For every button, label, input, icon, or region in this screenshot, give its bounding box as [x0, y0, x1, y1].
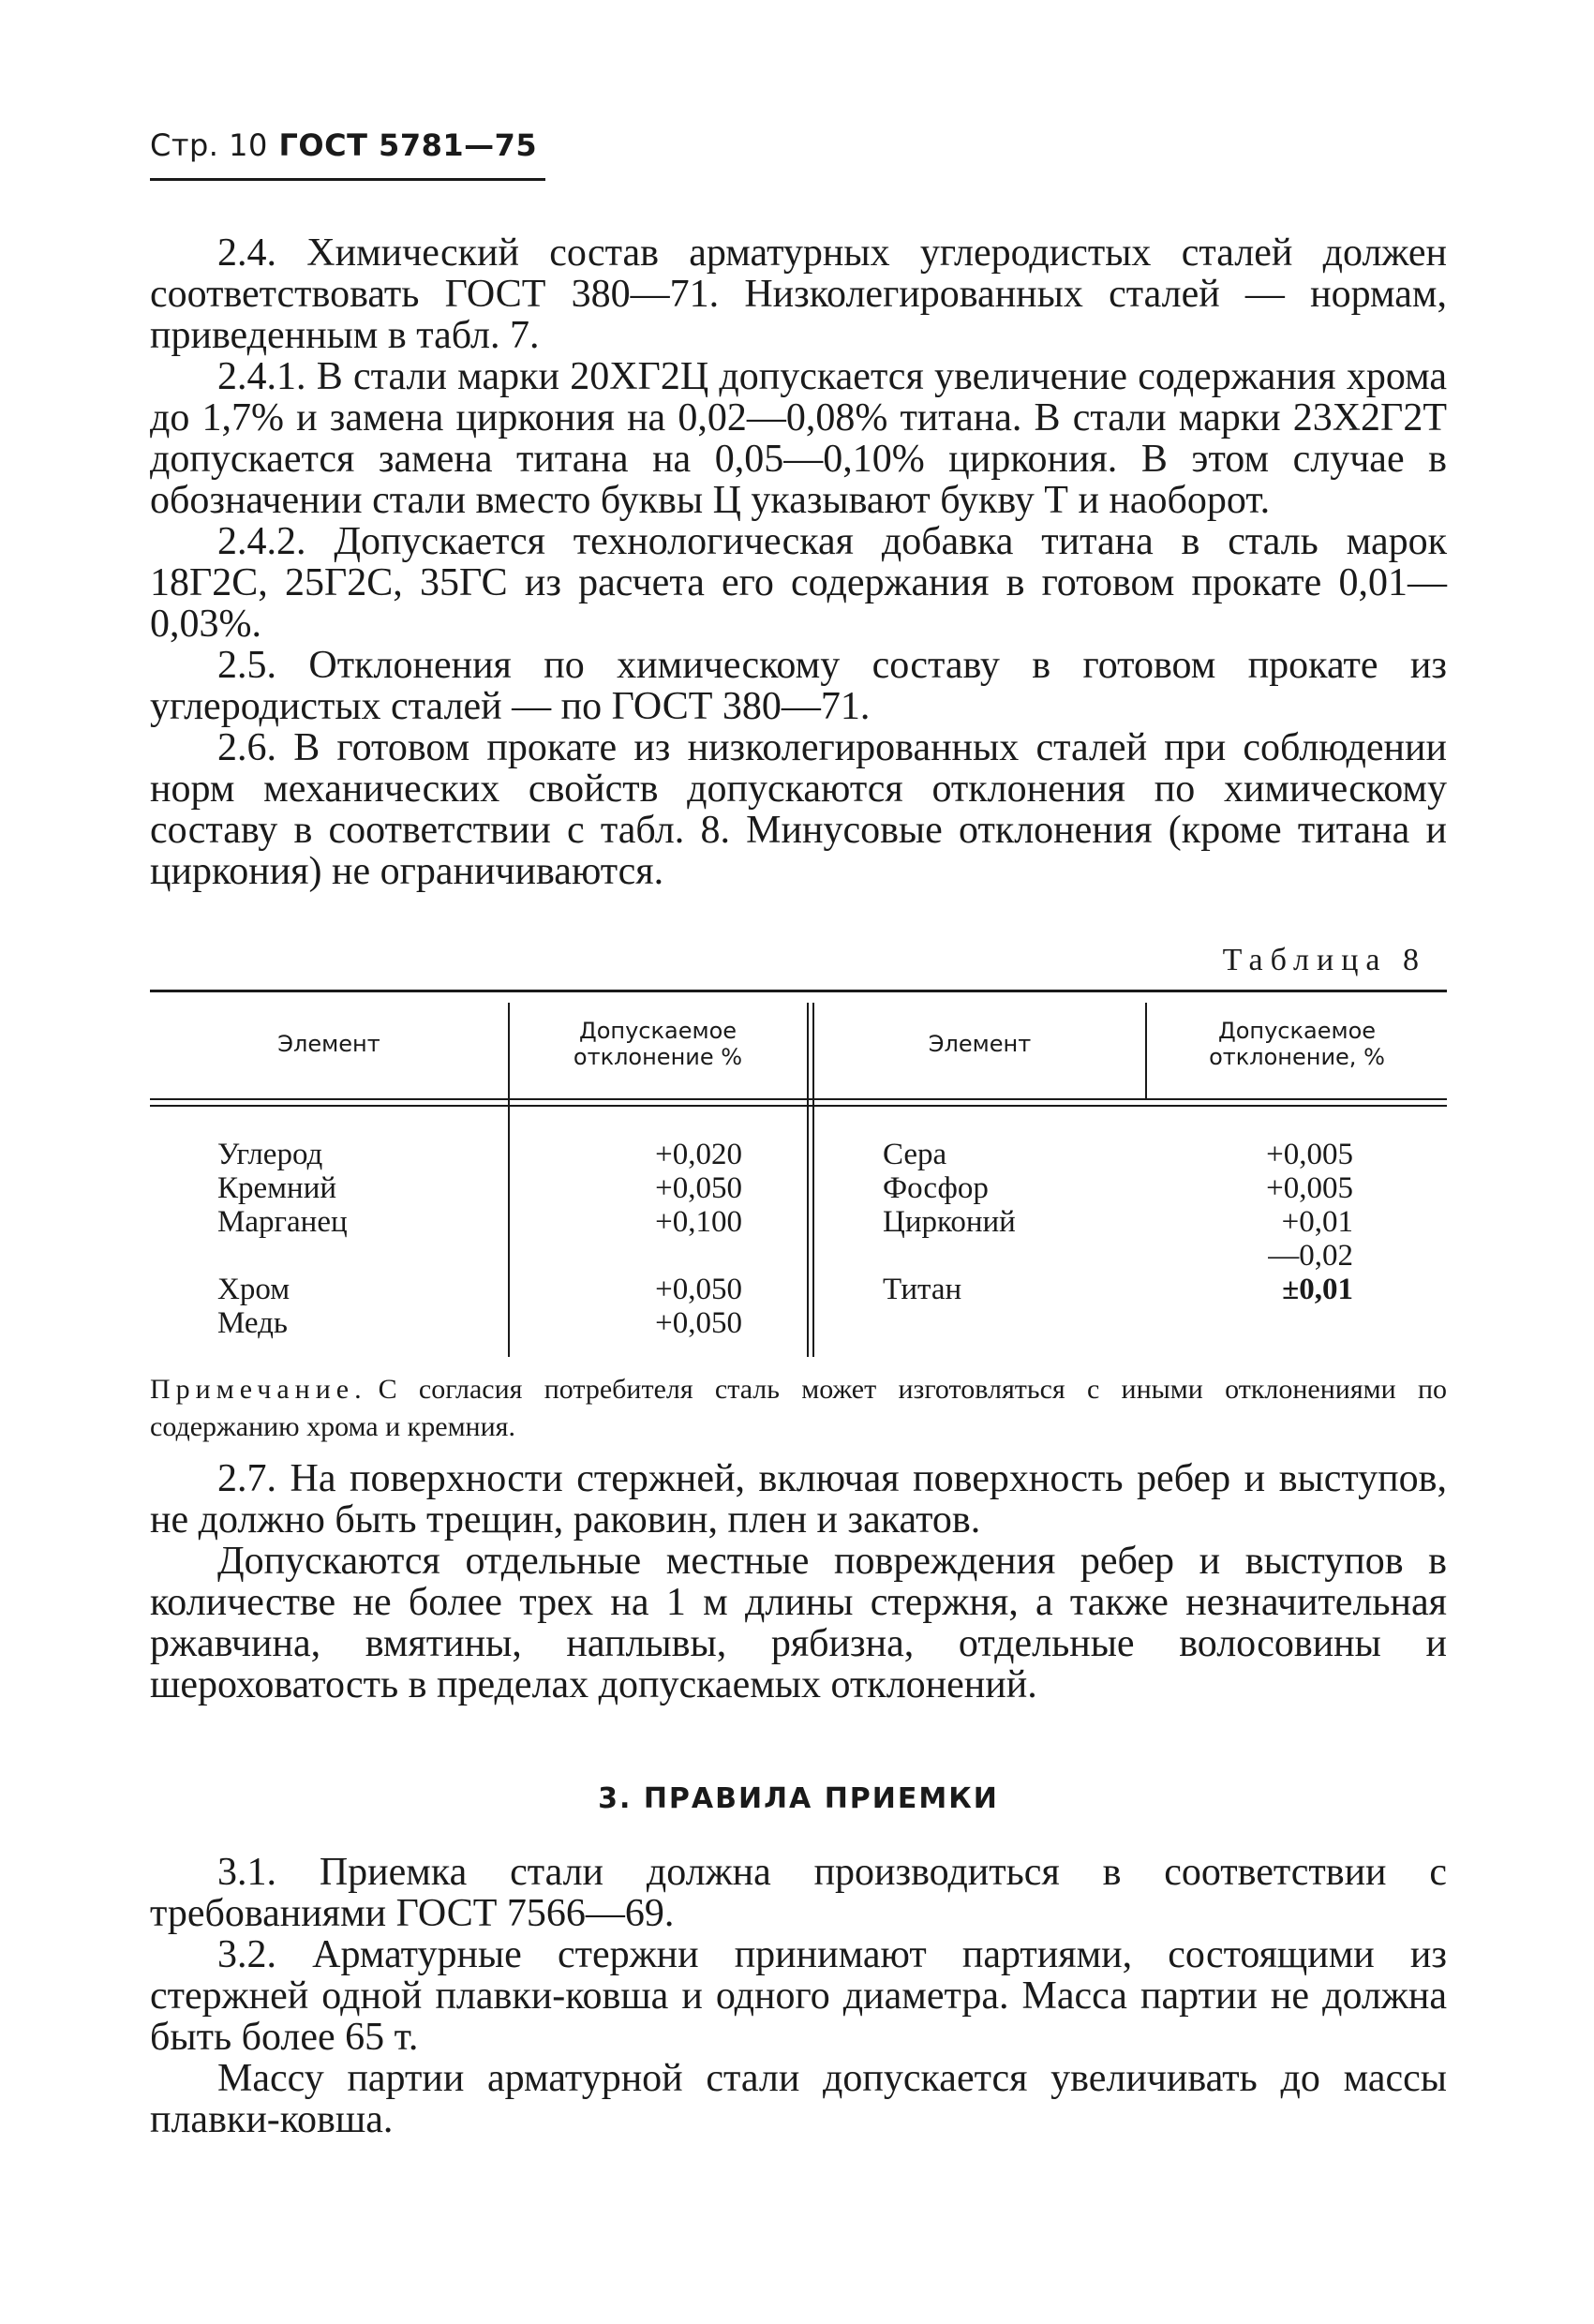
paragraphs-bottom	[150, 1852, 1447, 2140]
standard-code: ГОСТ 5781—75	[278, 127, 538, 163]
table-caption: Таблица 8	[1222, 943, 1426, 977]
table-cell: +0,050	[655, 1273, 742, 1306]
paragraph: 2.5. Отклонения по химическому составу в готовом прокате из углеродистых сталей — по ГОСТ 380—71.	[150, 644, 1447, 728]
left-elements-column	[217, 1138, 499, 1340]
paragraphs-top	[150, 232, 1447, 892]
paragraph: 2.4. Химический состав арматурных углеродистых сталей должен соответствовать ГОСТ 380—71. Низколегированных сталей — нормам, приведенным в табл. 7.	[150, 231, 1447, 357]
paragraph: 3.2. Арматурные стержни принимают партиями, состоящими из стержней одной плавки-ковша и одного диаметра. Масса партии не должна быть более 65 т.	[150, 1933, 1447, 2059]
table-cell: +0,100	[655, 1205, 742, 1239]
table-cell: Титан	[883, 1273, 962, 1306]
paragraph: Массу партии арматурной стали допускается увеличивать до массы плавки-ковша.	[150, 2057, 1447, 2141]
table-cell: Цирконий	[883, 1205, 1016, 1239]
table-header-rule-double	[150, 1105, 1447, 1107]
note-text: С согласия потребителя сталь может изготовляться с иными отклонениями по содержанию хрома и кремния.	[150, 1374, 1447, 1442]
table-cell: +0,020	[655, 1138, 742, 1171]
header-element-left: Элемент	[277, 1031, 380, 1057]
paragraph: 2.6. В готовом прокате из низколегированных сталей при соблюдении норм механических свойств допускаются отклонения по химическому составу в соответствии с табл. 8. Минусовые отклонения (кроме титана и циркония) не ограничиваются.	[150, 726, 1447, 893]
header-rule	[150, 178, 545, 181]
table-cell: Кремний	[217, 1171, 337, 1205]
header-element-right: Элемент	[928, 1031, 1032, 1057]
section-title: 3. ПРАВИЛА ПРИЕМКИ	[598, 1782, 999, 1815]
table-cell	[217, 1239, 499, 1273]
table-cell: Фосфор	[883, 1171, 989, 1205]
table-cell: Сера	[883, 1138, 947, 1171]
table-col-divider	[508, 1003, 510, 1357]
deviation-table	[150, 990, 1447, 1357]
page-number: Стр. 10	[150, 127, 268, 163]
table-cell	[517, 1239, 742, 1273]
table-cell: +0,050	[655, 1171, 742, 1205]
table-cell: +0,005	[1266, 1171, 1353, 1205]
table-cell: +0,01	[1281, 1205, 1353, 1239]
table-note	[150, 1371, 1447, 1446]
table-cell: Хром	[217, 1273, 290, 1306]
paragraphs-mid	[150, 1458, 1447, 1706]
table-cell: Медь	[217, 1306, 288, 1340]
note-label: Примечание.	[150, 1374, 367, 1405]
table-cell	[883, 1239, 1136, 1273]
paragraph: 2.7. На поверхности стержней, включая поверхность ребер и выступов, не должно быть трещин, раковин, плен и закатов.	[150, 1457, 1447, 1542]
paragraph: Допускаются отдельные местные повреждения ребер и выступов в количестве не более трех на 1 м длины стержня, а также незначительная ржавчина, вмятины, наплывы, рябизна, отдельные волосовины и шероховатость в пределах допускаемых отклонений.	[150, 1540, 1447, 1706]
paragraph: 2.4.1. В стали марки 20ХГ2Ц допускается увеличение содержания хрома до 1,7% и замена циркония на 0,02—0,08% титана. В стали марки 23Х2Г2Т допускается замена титана на 0,05—0,10% циркония. В этом случае в обозначении стали вместо буквы Ц указывают букву Т и наоборот.	[150, 355, 1447, 522]
table-cell: —0,02	[1268, 1239, 1353, 1273]
right-elements-column	[883, 1138, 1136, 1340]
paragraph: 3.1. Приемка стали должна производиться в соответствии с требованиями ГОСТ 7566—69.	[150, 1851, 1447, 1935]
table-cell: Марганец	[217, 1205, 348, 1239]
paragraph: 2.4.2. Допускается технологическая добавка титана в сталь марок 18Г2С, 25Г2С, 35ГС из расчета его содержания в готовом прокате 0,01—0,03%.	[150, 520, 1447, 646]
table-col-divider-double	[807, 1003, 809, 1357]
table-cell	[1156, 1306, 1353, 1340]
table-col-divider	[1145, 1003, 1147, 1098]
table-cell: +0,005	[1266, 1138, 1353, 1171]
table-cell: +0,050	[655, 1306, 742, 1340]
table-header-rule	[150, 1098, 1447, 1100]
right-values-column	[1156, 1138, 1353, 1340]
header-deviation-right: Допускаемое отклонение, %	[1209, 1018, 1385, 1070]
table-cell	[883, 1306, 1136, 1340]
table-cell: ±0,01	[1282, 1273, 1353, 1306]
table-cell: Углерод	[217, 1138, 323, 1171]
left-values-column	[517, 1138, 742, 1340]
page-header	[150, 127, 537, 163]
table-top-rule	[150, 990, 1447, 992]
header-deviation-left: Допускаемое отклонение %	[573, 1018, 743, 1070]
